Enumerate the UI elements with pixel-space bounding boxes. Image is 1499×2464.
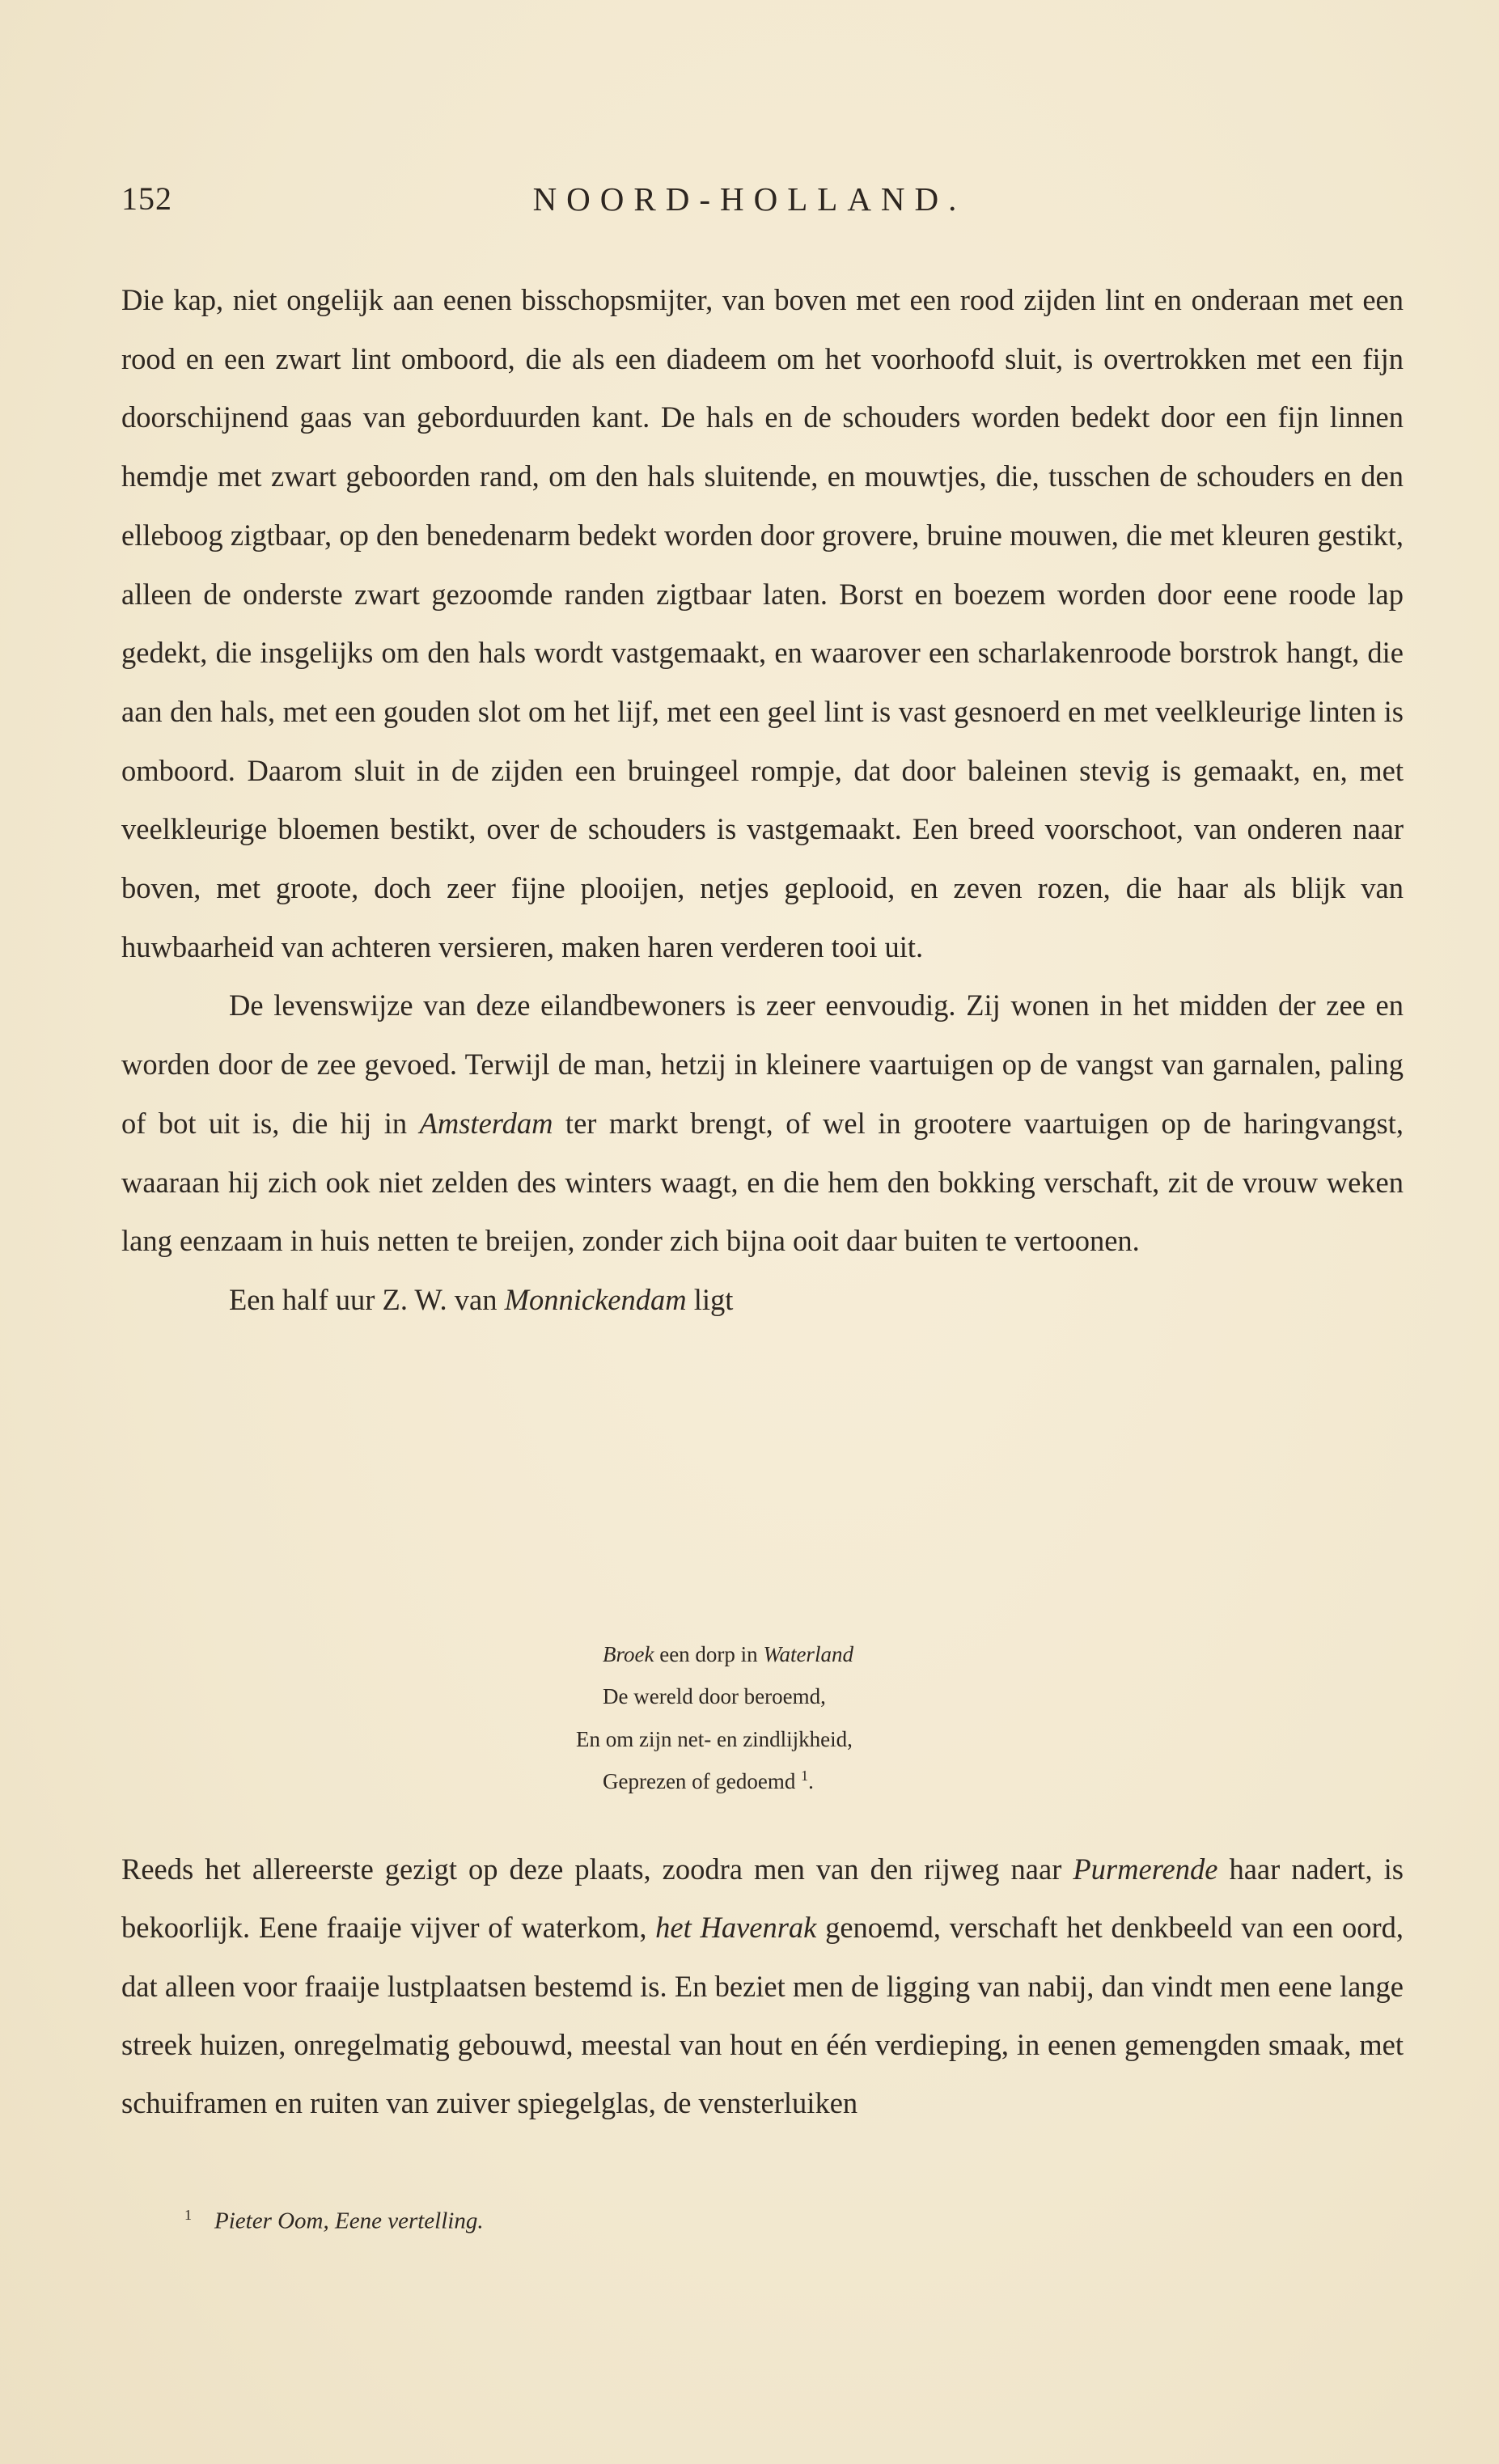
- paragraph-2: [121, 976, 1404, 1271]
- verse-line-4-end: .: [808, 1769, 814, 1793]
- footnote-reference[interactable]: 1: [801, 1768, 809, 1784]
- paragraph-4-text-c: genoemd, verschaft het denkbeeld van een oord, dat alleen voor fraaije lustplaatsen bestemd is. En beziet men de ligging van nabij, dan vindt men eene lange streek huizen, onregelmatig gebouwd, meestal van hout en één verdieping, in eenen gemengden smaak, met schuiframen en ruiten van zuiver spiegelglas, de vensterluiken: [121, 1911, 1404, 2120]
- paragraph-4: [121, 1840, 1404, 2132]
- page-number: 152: [121, 180, 172, 217]
- closing-text: [121, 1840, 1404, 2132]
- paragraph-1: [121, 271, 1404, 976]
- paragraph-1-text: Die kap, niet ongelijk aan eenen bisschopsmijter, van boven met een rood zijden lint en onderaan met een rood en een zwart lint omboord, die als een diadeem om het voorhoofd sluit, is overtrokken met een fijn doorschijnend gaas van geborduurden kant. De hals en de schouders worden bedekt door een fijn linnen hemdje met zwart geboorden rand, om den hals sluitende, en mouwtjes, die, tusschen de schouders en den elleboog zigtbaar, op den benedenarm bedekt worden door grovere, bruine mouwen, die met kleuren gestikt, alleen de onderste zwart gezoomde randen zigtbaar laten. Borst en boezem worden door eene roode lap gedekt, die insgelijks om den hals wordt vastgemaakt, en waarover een scharlakenroode borstrok hangt, die aan den hals, met een gouden slot om het lijf, met een geel lint is vast gesnoerd en met veelkleurige linten is omboord. Daarom sluit in de zijden een bruingeel rompje, dat door baleinen stevig is gemaakt, en, met veelkleurige bloemen bestikt, over de schouders is vastgemaakt. Een breed voorschoot, van onderen naar boven, met groote, doch zeer fijne plooijen, netjes geplooid, en zeven rozen, die haar als blijk van huwbaarheid van achteren versieren, maken haren verderen tooi uit.: [121, 283, 1404, 963]
- paragraph-2-text-a: De levenswijze van deze eilandbewoners is zeer eenvoudig. Zij wonen in het midden der zee en worden door de zee gevoed. Terwijl de man, hetzij in kleinere vaartuigen op de vangst van garnalen, paling of bot uit is, die hij in: [121, 989, 1404, 1140]
- verse-line-1: [603, 1642, 853, 1674]
- running-head: [0, 180, 1499, 228]
- place-name-amsterdam: Amsterdam: [419, 1106, 553, 1140]
- place-name-monnickendam: Monnickendam: [504, 1282, 687, 1316]
- paragraph-3-text-a: Een half uur Z. W. van: [229, 1282, 505, 1316]
- footnote-marker: 1: [184, 2207, 192, 2223]
- verse-line-3: En om zijn net- en zindlijkheid,: [576, 1727, 853, 1751]
- paragraph-2-text-b: ter markt brengt, of wel in grootere vaartuigen op de haringvangst, waaraan hij zich ook niet zelden des winters waagt, en die hem den bokking verschaft, zit de vrouw weken lang eenzaam in huis netten te breijen, zonder zich bijna ooit daar buiten te vertoonen.: [121, 1106, 1404, 1258]
- running-title: NOORD-HOLLAND.: [532, 180, 967, 218]
- paragraph-3-text-b: ligt: [686, 1282, 734, 1316]
- paragraph-3: [121, 1271, 1404, 1330]
- place-name-purmerende: Purmerende: [1073, 1852, 1218, 1886]
- verse-line-4: [603, 1769, 814, 1801]
- footnote-text: Pieter Oom, Eene vertelling.: [214, 2208, 484, 2234]
- place-name-havenrak: het Havenrak: [655, 1911, 817, 1945]
- paragraph-4-text-a: Reeds het allereerste gezigt op deze plaats, zoodra men van den rijweg naar: [121, 1852, 1073, 1886]
- verse-place-broek: Broek: [603, 1642, 654, 1666]
- verse-line-4-text: Geprezen of gedoemd: [603, 1769, 796, 1793]
- main-text: [121, 271, 1404, 1330]
- footnote: [184, 2207, 484, 2235]
- verse-line-1-mid: een dorp in: [654, 1642, 764, 1666]
- verse-line-2: De wereld door beroemd,: [603, 1684, 826, 1708]
- verse-place-waterland: Waterland: [763, 1642, 853, 1666]
- paragraph-4-text-b: haar nadert, is bekoorlijk. Eene fraaije vijver of waterkom,: [121, 1852, 1404, 1945]
